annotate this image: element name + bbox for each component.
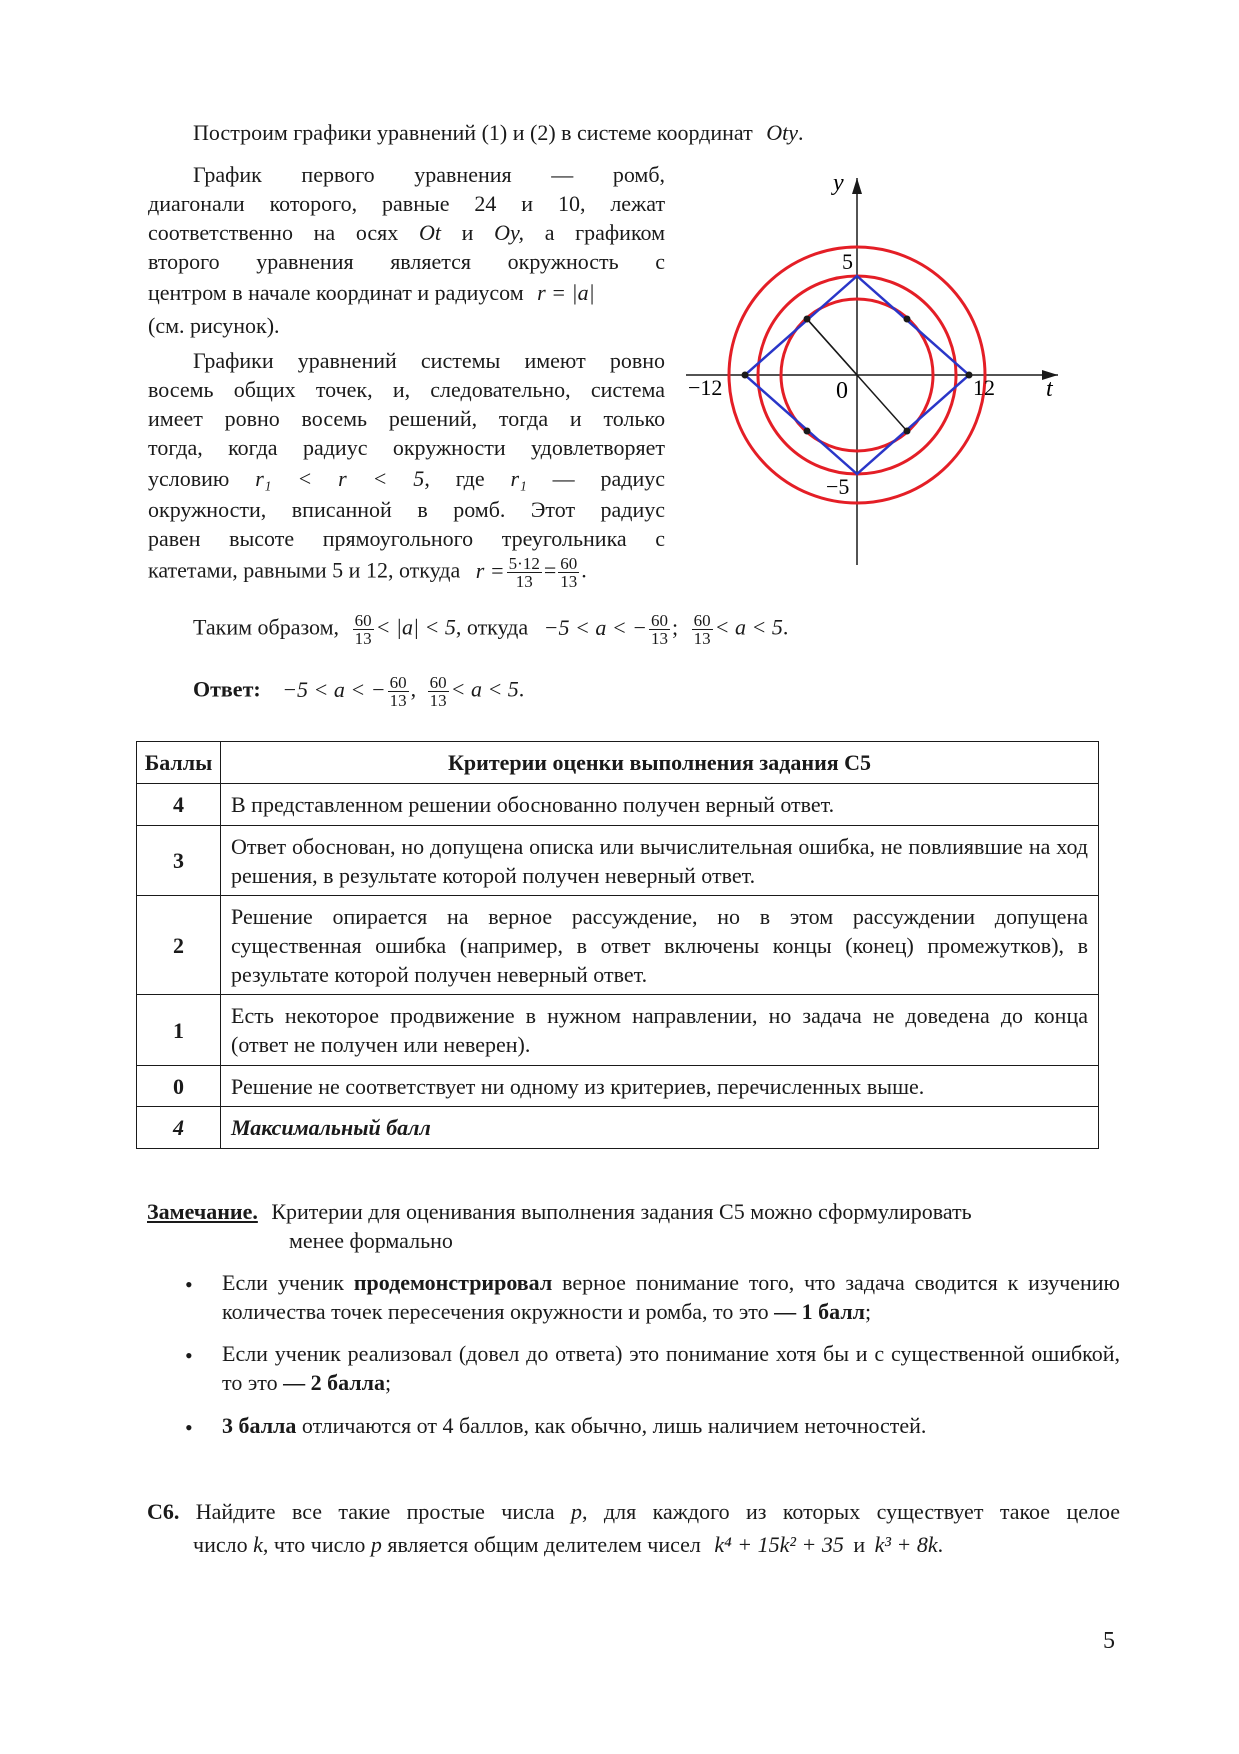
t-max-label: 12 (973, 375, 995, 400)
tangent-point (904, 316, 911, 323)
bullet-item: 3 балла отличаются от 4 баллов, как обычно, лишь наличием неточностей. (222, 1413, 927, 1438)
bullet-icon: • (185, 1272, 193, 1297)
table-row: 1 Есть некоторое продвижение в нужном направлении, но задача не доведена до конца (ответ не получен или неверен). (137, 995, 1099, 1066)
paragraph-rhombus (148, 160, 665, 340)
note-line2: менее формально (289, 1228, 453, 1253)
c6-line2: число k, что число p является общим делителем чисел k⁴ + 15k² + 35 и k³ + 8k. (193, 1532, 944, 1557)
intro-coord: Oty (766, 120, 798, 145)
page-number: 5 (1103, 1628, 1115, 1654)
intro-text: Построим графики уравнений (1) и (2) в системе координат (193, 120, 753, 145)
vertex-point (742, 372, 749, 379)
origin-label: 0 (836, 378, 848, 404)
table-row: 2 Решение опирается на верное рассуждение, но в этом рассуждении допущена существенная ошибка (например, в ответ включены концы (конец) промежутков), в результате которой получен неверный ответ. (137, 896, 1099, 995)
condition-formula: r₁ < r < 5 (255, 466, 425, 491)
p1-line6: (см. рисунок). (148, 313, 280, 338)
intro-end: . (798, 120, 804, 145)
p1-line5: центром в начале координат и радиусом r = |a| (148, 280, 595, 305)
c6-label: С6. (147, 1499, 180, 1524)
p1-line1: График первого уравнения — ромб, (193, 162, 666, 187)
answer-label: Ответ: (193, 676, 261, 702)
table-row: 4 В представленном решении обоснованно получен верный ответ. (137, 784, 1099, 826)
c6-line1: С6. Найдите все такие простые числа p, для каждого из которых существует такое целое (147, 1499, 1121, 1524)
p1-line3: соответственно на осях Ot и Oy, а графиком (148, 220, 666, 245)
paragraph-reasoning: Графики уравнений системы имеют ровно восемь общих точек, и, следовательно, система имеет ровно восемь решений, тогда и только тогда, когда радиус окружности удовлетворяет условию r₁ < r < 5, где r₁ — радиус окружности, вписанной в ромб. Этот радиус равен высоте прямоугольного треугольника с катетами, равными 5 и 12, откуда r = $\frac{5\cdot 12}{13}$ = $\frac{60}{13}$ . (148, 348, 666, 591)
bullet-item: Если ученик продемонстрировал верное понимание того, что задача сводится к изучению количества точек пересечения окружности и ромба, то это — 1 балл; (222, 1270, 1120, 1324)
y-min-label: −5 (826, 474, 850, 499)
radius-formula: r = |a| (537, 280, 595, 305)
criteria-table (136, 741, 1099, 1149)
table-row: 0 Решение не соответствует ни одному из критериев, перечисленных выше. (137, 1066, 1099, 1107)
fraction-60-13: $\frac{60}{13}$ (560, 554, 578, 591)
note-label: Замечание. (147, 1199, 258, 1224)
y-axis-arrow-icon (852, 178, 862, 194)
table-row: 3 Ответ обоснован, но допущена описка или вычислительная ошибка, не повлиявшие на ход решения, в результате которой получен неверный ответ. (137, 826, 1099, 896)
p1-line2: диагонали которого, равные 24 и 10, лежат (148, 191, 666, 216)
tangent-point (804, 428, 811, 435)
c6-expression-1: k⁴ + 15k² + 35 (714, 1532, 844, 1557)
tangent-point (904, 428, 911, 435)
y-label: y (833, 170, 844, 196)
c6-expression-2: k³ + 8k (874, 1532, 938, 1557)
bullet-icon: • (185, 1343, 193, 1368)
fraction-5x12-13: $\frac{5\cdot 12}{13}$ (508, 554, 540, 591)
conclusion-line: Таким образом, $\frac{60}{13}$ < |a| < 5, откуда −5 < a < − $\frac{60}{13}$ ; $\frac{60}{13}$ < a < 5. (193, 611, 789, 648)
t-label: t (1046, 376, 1053, 402)
table-row-max: 4 Максимальный балл (137, 1107, 1099, 1149)
table-header: Баллы Критерии оценки выполнения задания С5 (137, 742, 1099, 784)
tangent-point (804, 316, 811, 323)
circles-rhombus-diagram (686, 170, 1066, 570)
vertex-point (966, 372, 973, 379)
note-block: Замечание. Критерии для оценивания выполнения задания С5 можно сформулировать (147, 1199, 972, 1224)
answer-line: Ответ: −5 < a < − $\frac{60}{13}$ , $\frac{60}{13}$ < a < 5. (193, 673, 525, 710)
intro-line (193, 118, 804, 147)
t-min-label: −12 (688, 375, 723, 400)
bullet-item: Если ученик реализовал (довел до ответа) это понимание хотя бы и с существенной ошибкой, то это — 2 балла; (222, 1341, 1120, 1395)
bullet-icon: • (185, 1415, 193, 1440)
y-max-label: 5 (842, 249, 853, 274)
p1-line4: второго уравнения является окружность с (148, 249, 666, 274)
